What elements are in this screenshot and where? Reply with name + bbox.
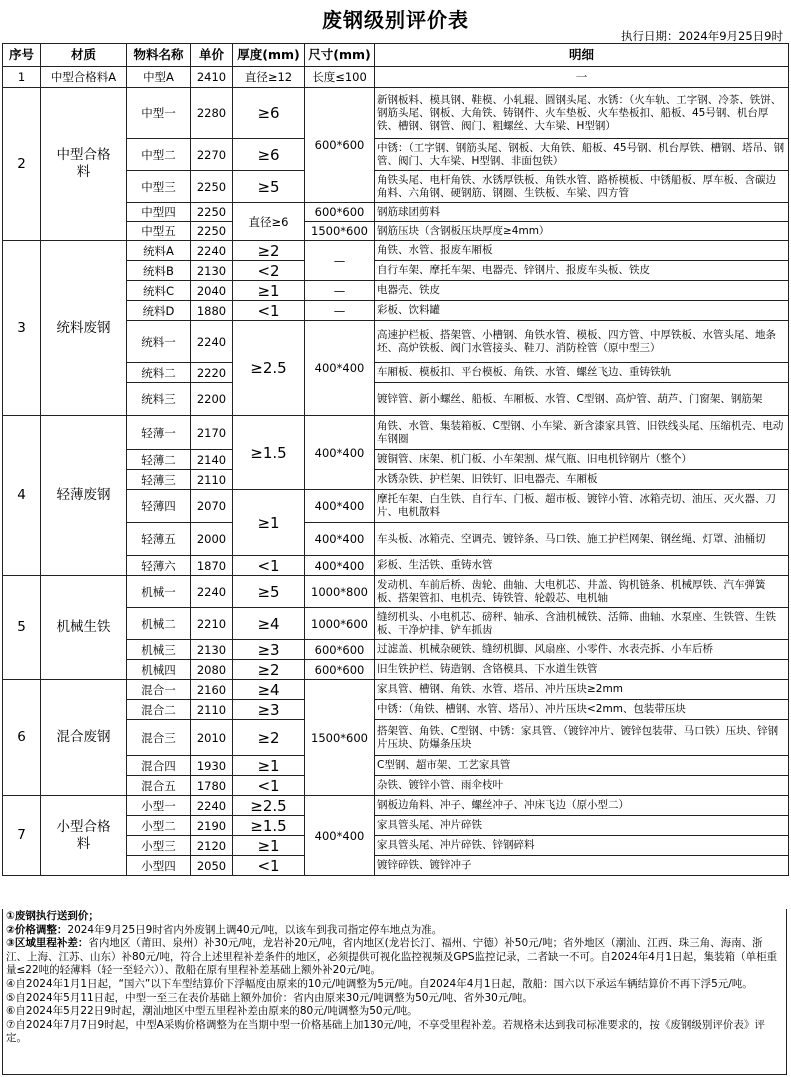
thickness-cell: ≥1 [233, 490, 305, 556]
size-cell: 600*600 [305, 640, 375, 660]
thickness-cell: <2 [233, 261, 305, 281]
size-cell: — [305, 241, 375, 281]
thickness-cell: ≥1.5 [233, 816, 305, 836]
table-row [3, 88, 789, 139]
header-item: 物料名称 [127, 44, 191, 67]
note-2 [6, 924, 783, 938]
material-cell: 统料废钢 [41, 241, 127, 416]
size-cell: 400*400 [305, 490, 375, 523]
material-cell: 轻薄废钢 [41, 416, 127, 576]
price-cell: 2170 [191, 416, 233, 450]
size-cell: 400*400 [305, 556, 375, 576]
size-cell: 400*400 [305, 523, 375, 556]
table-row [3, 680, 789, 700]
item-cell: 小型一 [127, 796, 191, 816]
detail-cell: 缝纫机头、小电机芯、磅秤、轴承、含油机械铁、活筛、曲轴、水泵座、生铁管、生铁板、干净炉排、铲车抓齿 [375, 608, 789, 640]
price-cell: 2040 [191, 281, 233, 301]
size-cell: 1000*600 [305, 608, 375, 640]
price-cell: 2250 [191, 171, 233, 203]
material-cell: 小型合格料 [41, 796, 127, 876]
item-cell: 轻薄二 [127, 450, 191, 470]
price-cell: 2140 [191, 450, 233, 470]
price-cell: 2110 [191, 700, 233, 720]
detail-cell: 一 [375, 67, 789, 88]
table-row [3, 67, 789, 88]
material-cell: 机械生铁 [41, 576, 127, 680]
item-cell: 中型五 [127, 222, 191, 241]
price-cell: 2200 [191, 383, 233, 416]
item-cell: 混合三 [127, 720, 191, 756]
price-cell: 2220 [191, 363, 233, 383]
size-cell: 1500*600 [305, 680, 375, 796]
item-cell: 轻薄四 [127, 490, 191, 523]
detail-cell: 镀锌碎铁、镀锌冲子 [375, 856, 789, 876]
thickness-cell: <1 [233, 856, 305, 876]
thickness-cell: 直径≥12 [233, 67, 305, 88]
group-number: 6 [3, 680, 41, 796]
price-cell: 2010 [191, 720, 233, 756]
thickness-cell: 直径≥6 [233, 203, 305, 241]
detail-cell: 镀铜管、床架、机门板、小车架割、煤气瓶、旧电机锌钢片（整个） [375, 450, 789, 470]
item-cell: 机械一 [127, 576, 191, 608]
note-6: ⑥自2024年5月22日9时起，潮汕地区中型五里程补差由原来的80元/吨调整为50元/吨。 [6, 1005, 418, 1018]
detail-cell: 钢筋压块（含钢板压块厚度≥4mm） [375, 222, 789, 241]
header-thickness: 厚度(mm) [233, 44, 305, 67]
detail-cell: 过滤盖、机械杂硬铁、缝纫机脚、风扇座、小零件、水表壳拆、小车后桥 [375, 640, 789, 660]
note-2-text: 2024年9月25日9时省内外废钢上调40元/吨，以该车到我司指定停车地点为准。 [67, 923, 443, 936]
thickness-cell: ≥1 [233, 281, 305, 301]
detail-cell: 电器壳、铁皮 [375, 281, 789, 301]
item-cell: 机械二 [127, 608, 191, 640]
detail-cell: 家具管头尾、冲片碎铁、锌钢碎料 [375, 836, 789, 856]
material-cell: 中型合格料 [41, 88, 127, 241]
notes-section [2, 909, 787, 1075]
thickness-cell: ≥5 [233, 576, 305, 608]
item-cell: 统料三 [127, 383, 191, 416]
item-cell: 统料C [127, 281, 191, 301]
execution-date: 执行日期：2024年9月25日9时 [620, 29, 783, 43]
price-cell: 2050 [191, 856, 233, 876]
thickness-cell: ≥4 [233, 680, 305, 700]
price-cell: 2410 [191, 67, 233, 88]
detail-cell: 车厢板、模板扣、平台模板、角铁、水管、螺丝飞边、重铸铁轨 [375, 363, 789, 383]
price-cell: 2250 [191, 203, 233, 222]
item-cell: 轻薄一 [127, 416, 191, 450]
price-cell: 2110 [191, 470, 233, 490]
item-cell: 混合四 [127, 756, 191, 776]
material-cell: 中型合格料A [41, 67, 127, 88]
size-cell: 长度≤100 [305, 67, 375, 88]
size-cell: — [305, 301, 375, 321]
header-no: 序号 [3, 44, 41, 67]
detail-cell: 角铁、水管、集装箱板、C型钢、小车梁、新含漆家具管、旧铁线头尾、压缩机壳、电动车钢圈 [375, 416, 789, 450]
price-cell: 2190 [191, 816, 233, 836]
note-7: ⑦自2024年7月7日9时起，中型A采购价格调整为在当期中型一价格基础上加130元/吨，不享受里程补差。若规格未达到我司标准要求的，按《废钢级别评价表》评定。 [6, 1018, 765, 1045]
group-number: 5 [3, 576, 41, 680]
detail-cell: 钢板边角料、冲子、螺丝冲子、冲床飞边（原小型二） [375, 796, 789, 816]
header-detail: 明细 [375, 44, 789, 67]
note-3-text: 省内地区（莆田、泉州）补30元/吨，龙岩补20元/吨，省内地区(龙岩长汀、福州、宁德）补50元/吨；省外地区（潮汕、江西、珠三角、海南、浙江、上海、江苏、山东）补80元/吨，符合上述里程补差条件的地区，必须提供可视化监控视频及GPS监控记录，二者缺一不可。自2024年4月1日起，集装箱（单柜重量≤22吨的轻薄料（轻一至轻六））、散船在原有里程补差基础上额外补20元/吨。 [6, 937, 778, 977]
item-cell: 中型二 [127, 139, 191, 171]
item-cell: 小型四 [127, 856, 191, 876]
material-cell: 混合废钢 [41, 680, 127, 796]
detail-cell: 角铁、水管、报废车厢板 [375, 241, 789, 261]
detail-cell: 搭架管、角铁、C型钢、中锈：家具管、（镀锌冲片、镀锌包装带、马口铁）压块、锌钢片压块、防爆条压块 [375, 720, 789, 756]
detail-cell: 中锈：（角铁、槽钢、水管、塔吊）、冲片压块<2mm、包装带压块 [375, 700, 789, 720]
detail-cell: 家具管头尾、冲片碎铁 [375, 816, 789, 836]
group-number: 7 [3, 796, 41, 876]
table-row [3, 241, 789, 261]
price-cell: 2240 [191, 321, 233, 363]
header-size: 尺寸(mm) [305, 44, 375, 67]
detail-cell: 旧生铁护栏、铸造钢、含铬模具、下水道生铁管 [375, 660, 789, 680]
price-cell: 1880 [191, 301, 233, 321]
header-row [3, 44, 789, 67]
header-material: 材质 [41, 44, 127, 67]
item-cell: 混合二 [127, 700, 191, 720]
group-number: 2 [3, 88, 41, 241]
grade-table [2, 43, 789, 876]
item-cell: 统料D [127, 301, 191, 321]
item-cell: 统料A [127, 241, 191, 261]
thickness-cell: ≥6 [233, 88, 305, 139]
price-cell: 2120 [191, 836, 233, 856]
item-cell: 中型四 [127, 203, 191, 222]
detail-cell: 车头板、冰箱壳、空调壳、镀锌条、马口铁、施工护栏网架、钢丝绳、灯罩、油桶切 [375, 523, 789, 556]
price-cell: 2240 [191, 796, 233, 816]
detail-cell: 家具管、槽钢、角铁、水管、塔吊、冲片压块≥2mm [375, 680, 789, 700]
table-row [3, 576, 789, 608]
price-cell: 2160 [191, 680, 233, 700]
thickness-cell: ≥2 [233, 720, 305, 756]
item-cell: 混合一 [127, 680, 191, 700]
price-cell: 2070 [191, 490, 233, 523]
thickness-cell: ≥1.5 [233, 416, 305, 490]
price-cell: 2130 [191, 640, 233, 660]
thickness-cell: ≥2 [233, 241, 305, 261]
thickness-cell: ≥3 [233, 700, 305, 720]
detail-cell: 中锈：（工字钢、钢筋头尾、钢板、大角铁、船板、45号钢、机台厚铁、槽钢、塔吊、钢管、阀门、大车梁、H型钢、非面包铁） [375, 139, 789, 171]
thickness-cell: ≥2.5 [233, 796, 305, 816]
detail-cell: 杂铁、镀锌小管、雨伞枝叶 [375, 776, 789, 796]
detail-cell: 高速护栏板、搭架管、小槽钢、角铁水管、模板、四方管、中厚铁板、水管头尾、地条坯、高炉铁板、阀门水管接头、鞋刀、消防栓管（原中型三） [375, 321, 789, 363]
thickness-cell: ≥5 [233, 171, 305, 203]
price-cell: 2210 [191, 608, 233, 640]
table-row [3, 416, 789, 450]
price-cell: 2270 [191, 139, 233, 171]
price-cell: 1930 [191, 756, 233, 776]
note-1 [6, 910, 783, 924]
item-cell: 机械三 [127, 640, 191, 660]
note-1-label: ①废钢执行送到价； [6, 910, 99, 922]
price-cell: 2080 [191, 660, 233, 680]
size-cell: 600*600 [305, 88, 375, 203]
thickness-cell: ≥6 [233, 139, 305, 171]
thickness-cell: ≥4 [233, 608, 305, 640]
item-cell: 轻薄五 [127, 523, 191, 556]
size-cell: 400*400 [305, 321, 375, 416]
size-cell: 400*400 [305, 416, 375, 490]
detail-cell: C型钢、超市架、工艺家具管 [375, 756, 789, 776]
item-cell: 机械四 [127, 660, 191, 680]
price-cell: 2000 [191, 523, 233, 556]
table-row [3, 796, 789, 816]
price-cell: 2240 [191, 576, 233, 608]
detail-cell: 水锈杂铁、护栏架、旧铁钉、旧电器壳、车厢板 [375, 470, 789, 490]
item-cell: 小型三 [127, 836, 191, 856]
item-cell: 统料一 [127, 321, 191, 363]
note-4: ④自2024年1月1日起，“国六”以下车型结算价下浮幅度由原来的10元/吨调整为5元/吨。自2024年4月1日起，散船：国六以下承运车辆结算价不再下浮5元/吨。 [6, 977, 753, 990]
price-cell: 2250 [191, 222, 233, 241]
item-cell: 小型二 [127, 816, 191, 836]
note-3-label: ③区域里程补差： [6, 937, 89, 950]
size-cell: 600*600 [305, 203, 375, 222]
note-5: ⑤自2024年5月11日起，中型一至三在表价基础上额外加价：省内由原来30元/吨调整为50元/吨、省外30元/吨。 [6, 991, 533, 1004]
detail-cell: 彩板、生活铁、重铸水管 [375, 556, 789, 576]
detail-cell: 摩托车架、白生铁、自行车、门板、超市板、镀锌小管、冰箱壳切、油压、灭火器、刀片、电机散料 [375, 490, 789, 523]
note-2-label: ②价格调整： [6, 923, 68, 936]
size-cell: — [305, 281, 375, 301]
item-cell: 中型一 [127, 88, 191, 139]
group-number: 4 [3, 416, 41, 576]
price-cell: 1780 [191, 776, 233, 796]
thickness-cell: ≥1 [233, 756, 305, 776]
size-cell: 1500*600 [305, 222, 375, 241]
size-cell: 400*400 [305, 796, 375, 876]
page-title: 废钢级别评价表 [322, 8, 469, 32]
thickness-cell: <1 [233, 556, 305, 576]
note-3 [6, 937, 783, 978]
item-cell: 混合五 [127, 776, 191, 796]
price-cell: 2130 [191, 261, 233, 281]
price-cell: 2240 [191, 241, 233, 261]
detail-cell: 新钢板料、模具钢、鞋模、小轧辊、圆钢头尾、水锈：（火车轨、工字钢、冷茶、铁饼、钢筋头尾、钢板、大角铁、铸钢件、火车垫板、火车垫板扣、船板、45号钢、机台厚铁、槽钢、钢管、阀门、粗螺丝、大车梁、H型钢） [375, 88, 789, 139]
size-cell: 600*600 [305, 660, 375, 680]
detail-cell: 自行车架、摩托车架、电器壳、锌钢片、报废车头板、铁皮 [375, 261, 789, 281]
item-cell: 统料二 [127, 363, 191, 383]
item-cell: 统料B [127, 261, 191, 281]
item-cell: 轻薄三 [127, 470, 191, 490]
thickness-cell: ≥3 [233, 640, 305, 660]
thickness-cell: ≥2.5 [233, 321, 305, 416]
item-cell: 中型A [127, 67, 191, 88]
thickness-cell: <1 [233, 776, 305, 796]
detail-cell: 镀锌管、新小螺丝、船板、车厢板、水管、C型钢、高炉管、葫芦、门窗架、钢筋架 [375, 383, 789, 416]
detail-cell: 钢筋球团剪料 [375, 203, 789, 222]
detail-cell: 角铁头尾、电杆角铁、水锈厚铁板、角铁水管、路桥模板、中锈船板、厚车板、含碳边角料、六角钢、硬钢筋、钢圈、生铁板、车梁、四方管 [375, 171, 789, 203]
thickness-cell: <1 [233, 301, 305, 321]
header-price: 单价 [191, 44, 233, 67]
detail-cell: 彩板、饮料罐 [375, 301, 789, 321]
group-number: 3 [3, 241, 41, 416]
thickness-cell: ≥2 [233, 660, 305, 680]
price-cell: 2280 [191, 88, 233, 139]
group-number: 1 [3, 67, 41, 88]
detail-cell: 发动机、车前后桥、齿轮、曲轴、大电机芯、井盖、钩机链条、机械厚铁、汽车弹簧板、搭架管扣、电机壳、铸铁管、轮毂芯、电机轴 [375, 576, 789, 608]
size-cell: 1000*800 [305, 576, 375, 608]
item-cell: 中型三 [127, 171, 191, 203]
price-cell: 1870 [191, 556, 233, 576]
thickness-cell: ≥1 [233, 836, 305, 856]
item-cell: 轻薄六 [127, 556, 191, 576]
